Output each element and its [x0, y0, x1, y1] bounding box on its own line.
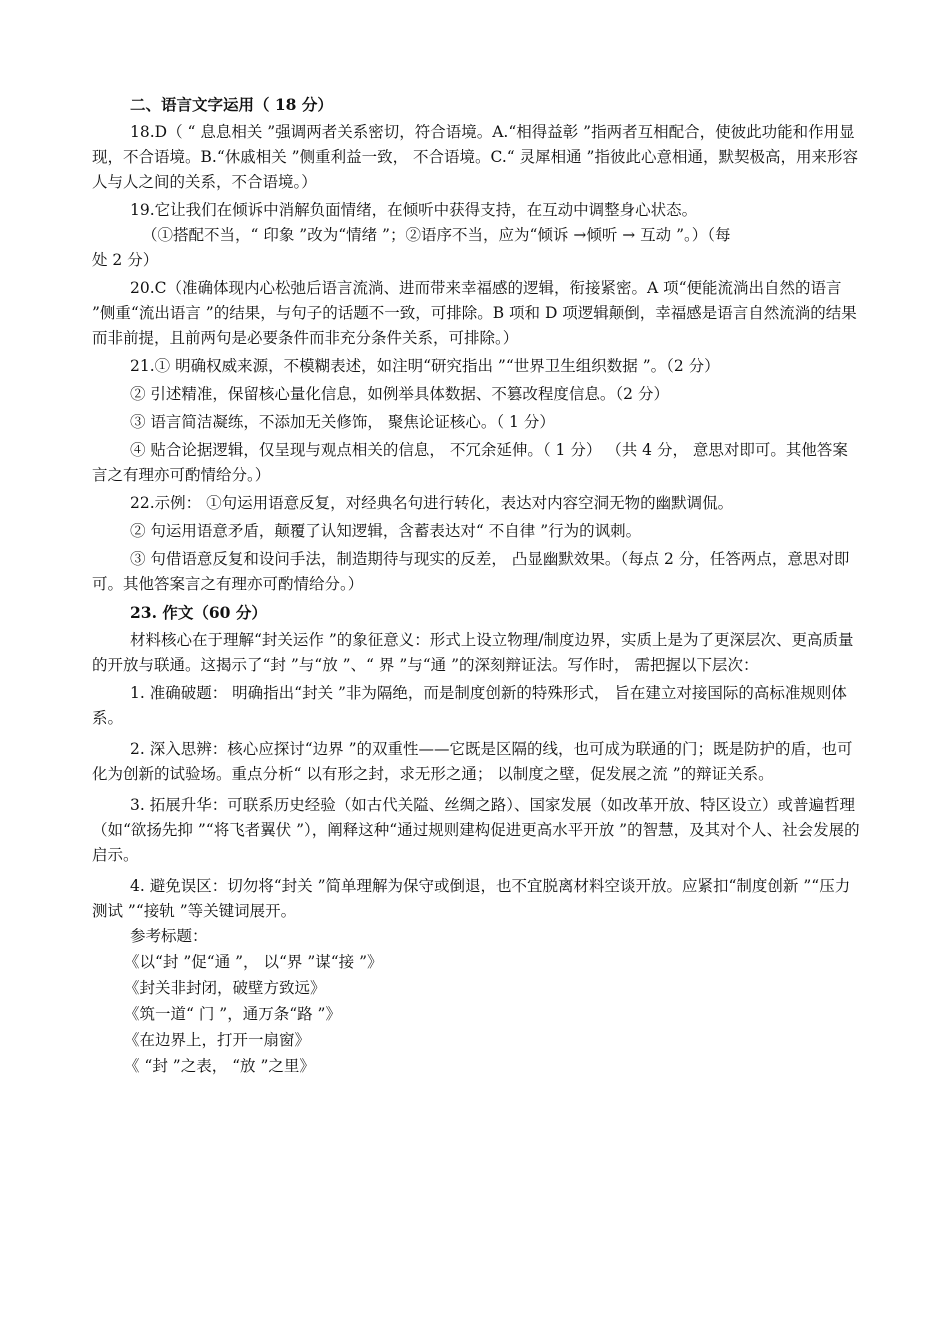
answer-21-point3: ③ 语言简洁凝练，不添加无关修饰， 聚焦论证核心。（ 1 分）: [130, 413, 555, 431]
reference-title: 《 “封 ”之表， “放 ”之里》: [124, 1057, 315, 1075]
reference-titles-list: [92, 949, 860, 1079]
essay-point4: 4. 避免误区：切勿将“封关 ”简单理解为保守或倒退，也不宜脱离材料空谈开放。应紧扣“制度创新 ”“压力测试 ”“接轨 ”等关键词展开。: [92, 877, 851, 920]
answer-21-point2: ② 引述精准，保留核心量化信息，如例举具体数据、不篡改程度信息。（2 分）: [130, 385, 669, 403]
answer-18: 18.D（ “ 息息相关 ”强调两者关系密切，符合语境。A.“相得益彰 ”指两者互相配合，使彼此功能和作用显现，不合语境。B.“休戚相关 ”侧重利益一致， 不合语境。C.“ 灵犀相通 ”指彼此心意相通，默契极高，用来形容人与人之间的关系，不合语境。）: [92, 123, 858, 191]
answer-19-line2: （①搭配不当，“ 印象 ”改为“情绪 ”；②语序不当，应为“倾诉 →倾听 → 互动 ”。）（每: [142, 226, 731, 244]
essay-point3: 3. 拓展升华：可联系历史经验（如古代关隘、丝绸之路）、国家发展（如改革开放、特区设立）或普遍哲理（如“欲扬先抑 ”“将飞者翼伏 ”），阐释这种“通过规则建构促进更高水平开放 ”的智慧，及其对个人、社会发展的启示。: [92, 796, 860, 864]
reference-titles-label: 参考标题：: [130, 927, 208, 945]
reference-title: 《封关非封闭，破壁方致远》: [124, 979, 326, 997]
document-page: [92, 92, 860, 1079]
answer-22-point1: 22.示例： ①句运用语意反复，对经典名句进行转化，表达对内容空洞无物的幽默调侃。: [130, 494, 734, 512]
reference-title: 《以“封 ”促“通 ”， 以“界 ”谋“接 ”》: [124, 953, 383, 971]
essay-point1: 1. 准确破题： 明确指出“封关 ”非为隔绝，而是制度创新的特殊形式， 旨在建立对接国际的高标准规则体系。: [92, 684, 847, 727]
answer-22-point2: ② 句运用语意矛盾，颠覆了认知逻辑，含蓄表达对“ 不自律 ”行为的讽刺。: [130, 522, 642, 540]
answer-21-point1: 21.① 明确权威来源，不模糊表述，如注明“研究指出 ”“世界卫生组织数据 ”。（2 分）: [130, 357, 720, 375]
reference-title: 《在边界上，打开一扇窗》: [124, 1031, 311, 1049]
answer-22-point3: ③ 句借语意反复和设问手法，制造期待与现实的反差， 凸显幽默效果。（每点 2 分，任答两点，意思对即可。其他答案言之有理亦可酌情给分。）: [92, 550, 850, 593]
section-heading: 二、语言文字运用（ 18 分）: [130, 95, 333, 114]
answer-19-line3: 处 2 分）: [92, 251, 159, 269]
essay-heading: 23. 作文（60 分）: [130, 603, 267, 622]
answer-20: 20.C（准确体现内心松弛后语言流淌、进而带来幸福感的逻辑，衔接紧密。A 项“便能流淌出自然的语言 ”侧重“流出语言 ”的结果，与句子的话题不一致，可排除。B 项和 D 项逻辑颠倒，幸福感是语言自然流淌的结果而非前提，且前两句是必要条件而非充分条件关系，可排除。）: [92, 279, 857, 347]
essay-intro: 材料核心在于理解“封关运作 ”的象征意义：形式上设立物理/制度边界，实质上是为了更深层次、更高质量的开放与联通。这揭示了“封 ”与“放 ”、“ 界 ”与“通 ”的深刻辩证法。写作时， 需把握以下层次：: [92, 631, 854, 674]
reference-title: 《筑一道“ 门 ”，通万条“路 ”》: [124, 1005, 341, 1023]
answer-19-line1: 19.它让我们在倾诉中消解负面情绪，在倾听中获得支持，在互动中调整身心状态。: [130, 201, 698, 219]
answer-21-point4: ④ 贴合论据逻辑，仅呈现与观点相关的信息， 不冗余延伸。（ 1 分） （共 4 分， 意思对即可。其他答案言之有理亦可酌情给分。）: [92, 441, 848, 484]
essay-point2: 2. 深入思辨：核心应探讨“边界 ”的双重性——它既是区隔的线，也可成为联通的门；既是防护的盾，也可化为创新的试验场。重点分析“ 以有形之封，求无形之通； 以制度之壁，促发展之流 ”的辩证关系。: [92, 740, 853, 783]
